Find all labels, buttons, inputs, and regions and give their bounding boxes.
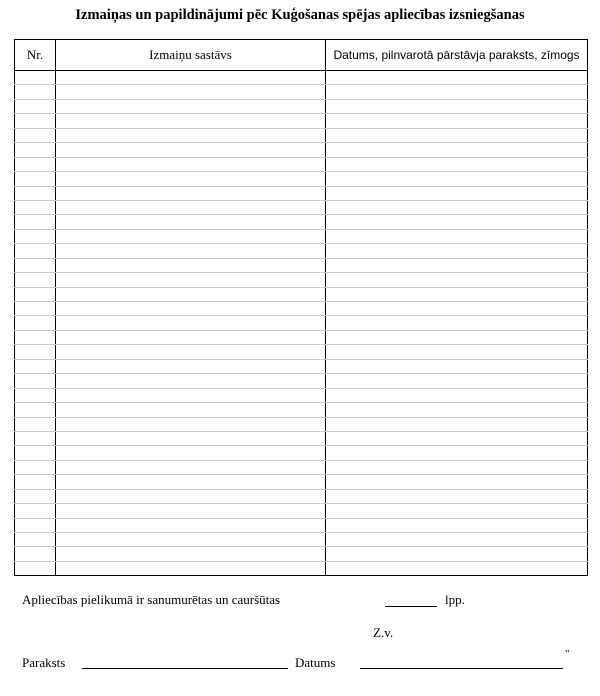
entry-number-cell[interactable] (15, 273, 56, 287)
table-row (15, 533, 588, 547)
closing-quote-mark: " (565, 648, 570, 660)
entry-number-cell[interactable] (15, 417, 56, 431)
entry-changes-cell[interactable] (56, 518, 326, 532)
entry-date-signature-cell[interactable] (326, 273, 588, 287)
entry-number-cell[interactable] (15, 114, 56, 128)
entry-number-cell[interactable] (15, 489, 56, 503)
table-row (15, 99, 588, 113)
entry-changes-cell[interactable] (56, 417, 326, 431)
table-row (15, 143, 588, 157)
table-body (15, 71, 588, 576)
entry-date-signature-cell[interactable] (326, 489, 588, 503)
entry-number-cell[interactable] (15, 403, 56, 417)
table-row (15, 273, 588, 287)
entry-date-signature-cell[interactable] (326, 446, 588, 460)
entry-changes-cell[interactable] (56, 359, 326, 373)
table-row (15, 186, 588, 200)
entry-changes-cell[interactable] (56, 85, 326, 99)
column-header-changes: Izmaiņu sastāvs (56, 40, 326, 71)
entry-number-cell[interactable] (15, 504, 56, 518)
entry-changes-cell[interactable] (56, 316, 326, 330)
entry-date-signature-cell[interactable] (326, 561, 588, 575)
signature-field[interactable] (82, 668, 288, 669)
table-row (15, 446, 588, 460)
entry-date-signature-cell[interactable] (326, 403, 588, 417)
entry-number-cell[interactable] (15, 215, 56, 229)
table-row (15, 561, 588, 575)
entry-number-cell[interactable] (15, 316, 56, 330)
entry-changes-cell[interactable] (56, 114, 326, 128)
entry-changes-cell[interactable] (56, 99, 326, 113)
entry-date-signature-cell[interactable] (326, 172, 588, 186)
entry-number-cell[interactable] (15, 374, 56, 388)
form-title: Izmaiņas un papildinājumi pēc Kuģošanas spējas apliecības izsniegšanas (75, 7, 525, 23)
entry-number-cell[interactable] (15, 330, 56, 344)
entry-changes-cell[interactable] (56, 533, 326, 547)
entry-date-signature-cell[interactable] (326, 200, 588, 214)
entry-date-signature-cell[interactable] (326, 114, 588, 128)
entry-date-signature-cell[interactable] (326, 475, 588, 489)
entry-date-signature-cell[interactable] (326, 417, 588, 431)
table-row (15, 359, 588, 373)
entry-date-signature-cell[interactable] (326, 128, 588, 142)
table-row (15, 345, 588, 359)
table-row (15, 128, 588, 142)
table-row (15, 316, 588, 330)
entry-date-signature-cell[interactable] (326, 431, 588, 445)
entry-number-cell[interactable] (15, 302, 56, 316)
entry-changes-cell[interactable] (56, 489, 326, 503)
entry-changes-cell[interactable] (56, 200, 326, 214)
entry-changes-cell[interactable] (56, 229, 326, 243)
table-row (15, 431, 588, 445)
entry-number-cell[interactable] (15, 359, 56, 373)
entry-date-signature-cell[interactable] (326, 287, 588, 301)
entry-date-signature-cell[interactable] (326, 302, 588, 316)
entry-number-cell[interactable] (15, 446, 56, 460)
entry-changes-cell[interactable] (56, 475, 326, 489)
table-row (15, 460, 588, 474)
table-row (15, 229, 588, 243)
pages-unit-label: lpp. (445, 592, 465, 607)
entry-number-cell[interactable] (15, 518, 56, 532)
entry-number-cell[interactable] (15, 244, 56, 258)
entry-number-cell[interactable] (15, 128, 56, 142)
entry-number-cell[interactable] (15, 143, 56, 157)
entry-date-signature-cell[interactable] (326, 345, 588, 359)
date-label: Datums (295, 655, 336, 670)
entry-date-signature-cell[interactable] (326, 215, 588, 229)
table-row (15, 417, 588, 431)
entry-changes-cell[interactable] (56, 446, 326, 460)
entry-changes-cell[interactable] (56, 143, 326, 157)
entry-date-signature-cell[interactable] (326, 359, 588, 373)
entry-number-cell[interactable] (15, 157, 56, 171)
entry-date-signature-cell[interactable] (326, 244, 588, 258)
table-row (15, 71, 588, 85)
entry-changes-cell[interactable] (56, 460, 326, 474)
date-field[interactable] (360, 668, 563, 669)
entry-date-signature-cell[interactable] (326, 518, 588, 532)
entry-changes-cell[interactable] (56, 345, 326, 359)
entry-number-cell[interactable] (15, 99, 56, 113)
table-row (15, 518, 588, 532)
entry-number-cell[interactable] (15, 431, 56, 445)
entry-number-cell[interactable] (15, 475, 56, 489)
entry-number-cell[interactable] (15, 172, 56, 186)
entry-changes-cell[interactable] (56, 374, 326, 388)
entry-changes-cell[interactable] (56, 172, 326, 186)
entry-date-signature-cell[interactable] (326, 258, 588, 272)
entry-date-signature-cell[interactable] (326, 460, 588, 474)
entry-date-signature-cell[interactable] (326, 71, 588, 85)
entry-changes-cell[interactable] (56, 504, 326, 518)
column-header-number: Nr. (15, 40, 56, 71)
entry-date-signature-cell[interactable] (326, 388, 588, 402)
entry-number-cell[interactable] (15, 460, 56, 474)
table-row (15, 489, 588, 503)
footer-statement: Apliecības pielikumā ir sanumurētas un cauršūtas (22, 592, 281, 607)
entry-changes-cell[interactable] (56, 128, 326, 142)
signature-label: Paraksts (22, 655, 66, 670)
entry-changes-cell[interactable] (56, 403, 326, 417)
table-row (15, 403, 588, 417)
entry-date-signature-cell[interactable] (326, 186, 588, 200)
table-row (15, 85, 588, 99)
entry-number-cell[interactable] (15, 71, 56, 85)
table-row (15, 244, 588, 258)
entry-number-cell[interactable] (15, 547, 56, 561)
entry-number-cell[interactable] (15, 388, 56, 402)
entry-changes-cell[interactable] (56, 388, 326, 402)
entry-changes-cell[interactable] (56, 330, 326, 344)
entry-date-signature-cell[interactable] (326, 374, 588, 388)
entry-changes-cell[interactable] (56, 71, 326, 85)
entry-date-signature-cell[interactable] (326, 157, 588, 171)
table-row (15, 258, 588, 272)
entry-changes-cell[interactable] (56, 157, 326, 171)
entry-number-cell[interactable] (15, 200, 56, 214)
amendments-table (14, 39, 588, 576)
entry-changes-cell[interactable] (56, 287, 326, 301)
table-row (15, 287, 588, 301)
entry-changes-cell[interactable] (56, 273, 326, 287)
entry-changes-cell[interactable] (56, 186, 326, 200)
entry-changes-cell[interactable] (56, 258, 326, 272)
entry-changes-cell[interactable] (56, 561, 326, 575)
table-row (15, 547, 588, 561)
entry-changes-cell[interactable] (56, 547, 326, 561)
entry-date-signature-cell[interactable] (326, 547, 588, 561)
entry-changes-cell[interactable] (56, 215, 326, 229)
table-row (15, 200, 588, 214)
entry-date-signature-cell[interactable] (326, 143, 588, 157)
table-row (15, 114, 588, 128)
table-row (15, 330, 588, 344)
entry-date-signature-cell[interactable] (326, 229, 588, 243)
entry-date-signature-cell[interactable] (326, 316, 588, 330)
entry-number-cell[interactable] (15, 229, 56, 243)
entry-number-cell[interactable] (15, 85, 56, 99)
table-row (15, 374, 588, 388)
column-header-date-signature: Datums, pilnvarotā pārstāvja paraksts, zīmogs (326, 40, 588, 71)
table-row (15, 504, 588, 518)
entry-changes-cell[interactable] (56, 244, 326, 258)
table-row (15, 388, 588, 402)
table-row (15, 215, 588, 229)
entry-number-cell[interactable] (15, 533, 56, 547)
table-header-row (15, 40, 588, 71)
entry-number-cell[interactable] (15, 561, 56, 575)
entry-number-cell[interactable] (15, 345, 56, 359)
entry-date-signature-cell[interactable] (326, 99, 588, 113)
entry-changes-cell[interactable] (56, 431, 326, 445)
table-row (15, 302, 588, 316)
table-row (15, 157, 588, 171)
entry-date-signature-cell[interactable] (326, 85, 588, 99)
entry-date-signature-cell[interactable] (326, 330, 588, 344)
entry-date-signature-cell[interactable] (326, 504, 588, 518)
table-row (15, 172, 588, 186)
page-count-field[interactable] (385, 606, 437, 607)
entry-number-cell[interactable] (15, 258, 56, 272)
entry-changes-cell[interactable] (56, 302, 326, 316)
entry-number-cell[interactable] (15, 186, 56, 200)
entry-number-cell[interactable] (15, 287, 56, 301)
entry-date-signature-cell[interactable] (326, 533, 588, 547)
table-row (15, 475, 588, 489)
seal-place-label: Z.v. (373, 625, 394, 640)
